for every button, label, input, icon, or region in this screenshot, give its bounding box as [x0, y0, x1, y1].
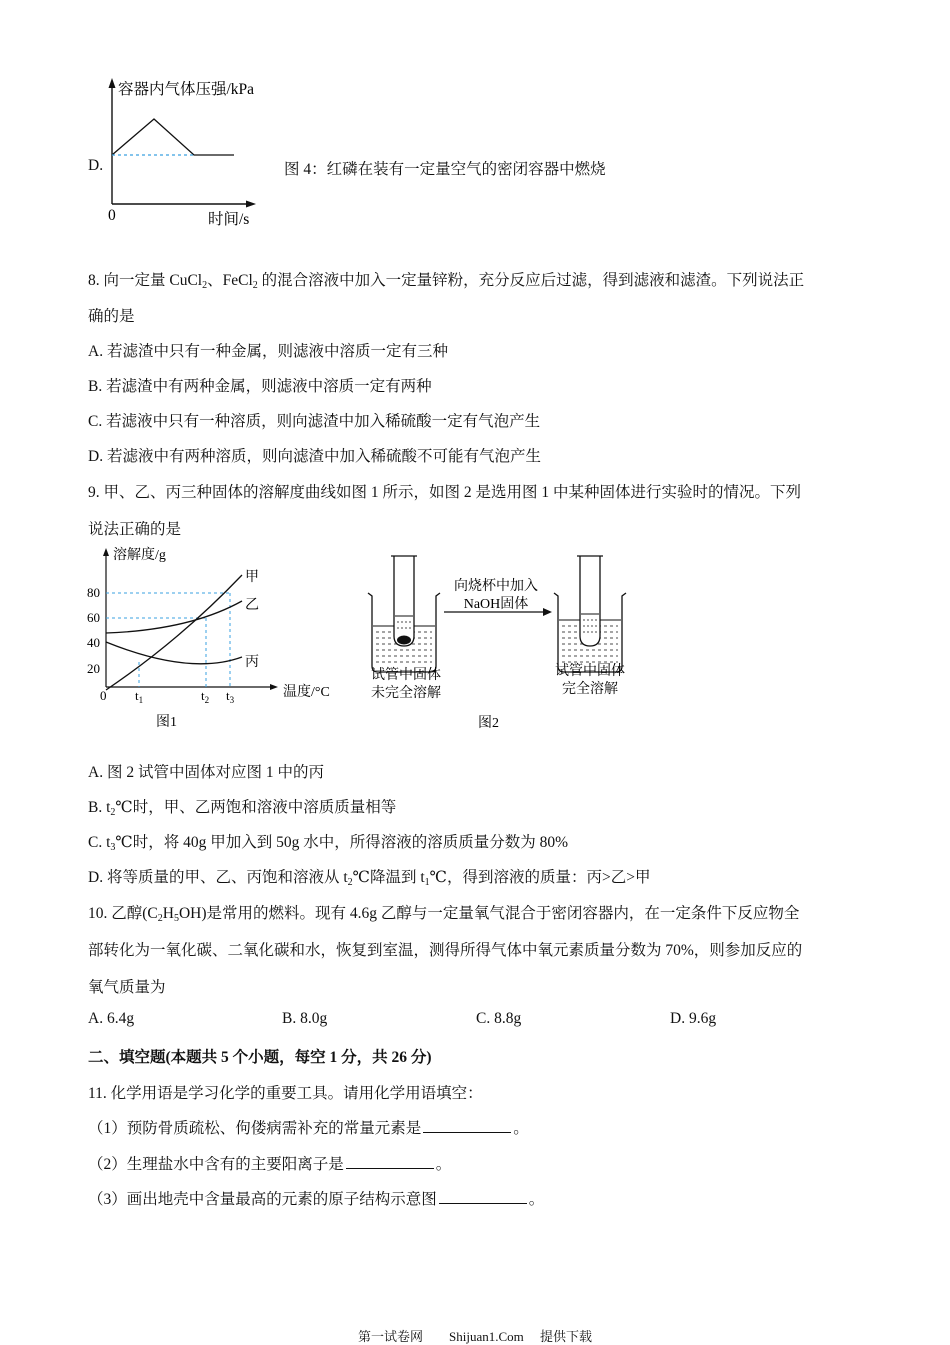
experiment-diagram [360, 548, 650, 738]
fig1-x-arrow-icon [270, 684, 278, 690]
arrow-head-icon [543, 608, 552, 616]
tick-40: 40 [87, 635, 100, 650]
q9-option-b: B. $t_2℃$时，甲、乙两饱和溶液中溶质质量相等 [88, 799, 397, 818]
q8-option-c: C. 若滤液中只有一种溶质，则向滤渣中加入稀硫酸一定有气泡产生 [88, 413, 541, 430]
q11-stem: 11. 化学用语是学习化学的重要工具。请用化学用语填空： [88, 1085, 483, 1102]
q10-line1: 10. 乙醇$(C_2H_5OH)$是常用的燃料。现有 4.6g 乙醇与一定量氧气混合于密闭容器内，在一定条件下反应物全 [88, 905, 800, 924]
page-footer: 第一试卷网 Shijuan1.Com 提供下载 [357, 1329, 592, 1344]
q11-sub3: （3）画出地壳中含量最高的元素的原子结构示意图 。 [88, 1191, 545, 1208]
curve-label-jia: 甲 [245, 570, 259, 585]
fig1-caption: 图1 [156, 715, 177, 730]
q9-option-a: A. 图 2 试管中固体对应图 1 中的丙 [88, 764, 324, 781]
q10-line2: 部转化为一氧化碳、二氧化碳和水，恢复到室温，测得所得气体中氧元素质量分数为 70%，则参加反应的 [88, 942, 803, 959]
curve-bing [106, 642, 242, 664]
y-axis-label: 容器内气体压强/kPa [118, 81, 255, 98]
answer-blank-1[interactable] [423, 1120, 511, 1133]
q10-line3: 氧气质量为 [88, 979, 166, 996]
figure-4-caption: 图 4：红磷在装有一定量空气的密闭容器中燃烧 [284, 161, 606, 178]
fig1-origin: 0 [100, 688, 107, 703]
left-beaker [368, 556, 440, 672]
q8-option-d: D. 若滤液中有两种溶质，则向滤渣中加入稀硫酸不可能有气泡产生 [88, 448, 541, 465]
q11-sub1: （1）预防骨质疏松、佝偻病需补充的常量元素是 。 [88, 1120, 529, 1137]
arrow-text-line1: 向烧杯中加入 [454, 579, 538, 594]
option-d-label: D. [88, 157, 104, 174]
q8-stem-line2: 确的是 [88, 308, 135, 325]
x-axis-label: 时间/s [208, 211, 250, 228]
y-axis-arrow-icon [109, 78, 116, 88]
tick-60: 60 [87, 610, 100, 625]
q9-option-c: C. $t_3℃$时，将 40g 甲加入到 50g 水中，所得溶液的溶质质量分数为 80% [88, 834, 569, 853]
left-label-line2: 未完全溶解 [371, 686, 441, 701]
q10-option-a: A. 6.4g [88, 1010, 135, 1027]
tick-20: 20 [87, 661, 100, 676]
right-beaker [554, 556, 626, 672]
q8-option-b: B. 若滤渣中有两种金属，则滤液中溶质一定有两种 [88, 378, 432, 395]
solubility-chart [80, 540, 350, 740]
tick-t3: $t_3$ [226, 688, 235, 705]
q11-sub2: （2）生理盐水中含有的主要阳离子是 。 [88, 1156, 452, 1173]
fig1-y-arrow-icon [103, 548, 109, 556]
curve-label-yi: 乙 [245, 598, 259, 613]
pressure-time-graph [100, 72, 290, 232]
undissolved-solid [397, 636, 411, 645]
q10-option-d: D. 9.6g [670, 1010, 717, 1027]
fig2-caption: 图2 [478, 716, 499, 731]
q9-stem-line2: 说法正确的是 [88, 521, 182, 538]
q9-stem-line1: 9. 甲、乙、丙三种固体的溶解度曲线如图 1 所示，如图 2 是选用图 1 中某种固体进行实验时的情况。下列 [88, 484, 802, 501]
fig1-x-axis-label: 温度/°C [283, 685, 330, 700]
q10-option-c: C. 8.8g [476, 1010, 522, 1027]
fig1-y-axis-label: 溶解度/g [113, 548, 166, 563]
section-2-heading: 二、填空题(本题共 5 个小题，每空 1 分，共 26 分) [88, 1049, 432, 1066]
tick-t2: $t_2$ [201, 688, 210, 705]
pressure-curve [112, 119, 234, 155]
q8-option-a: A. 若滤渣中只有一种金属，则滤液中溶质一定有三种 [88, 343, 448, 360]
curve-label-bing: 丙 [245, 655, 259, 670]
left-label-line1: 试管中固体 [371, 668, 441, 683]
q8-stem-line1: 8. 向一定量 CuCl$_2$、FeCl$_2$ 的混合溶液中加入一定量锌粉，充分反应后过滤，得到滤液和滤渣。下列说法正 [88, 272, 805, 291]
answer-blank-2[interactable] [346, 1156, 434, 1169]
x-axis-arrow-icon [246, 201, 256, 208]
curve-yi [106, 601, 242, 633]
arrow-text-line2: NaOH固体 [463, 597, 529, 612]
right-label-line1: 试管中固体 [555, 664, 625, 679]
origin-label: 0 [108, 207, 116, 224]
answer-blank-3[interactable] [439, 1191, 527, 1204]
q10-option-b: B. 8.0g [282, 1010, 328, 1027]
tick-t1: $t_1$ [135, 688, 144, 705]
right-label-line2: 完全溶解 [562, 682, 618, 697]
q9-option-d: D. 将等质量的甲、乙、丙饱和溶液从 $t_2℃$降温到 $t_1℃$，得到溶液的质量：丙>乙>甲 [88, 869, 651, 888]
tick-80: 80 [87, 585, 100, 600]
